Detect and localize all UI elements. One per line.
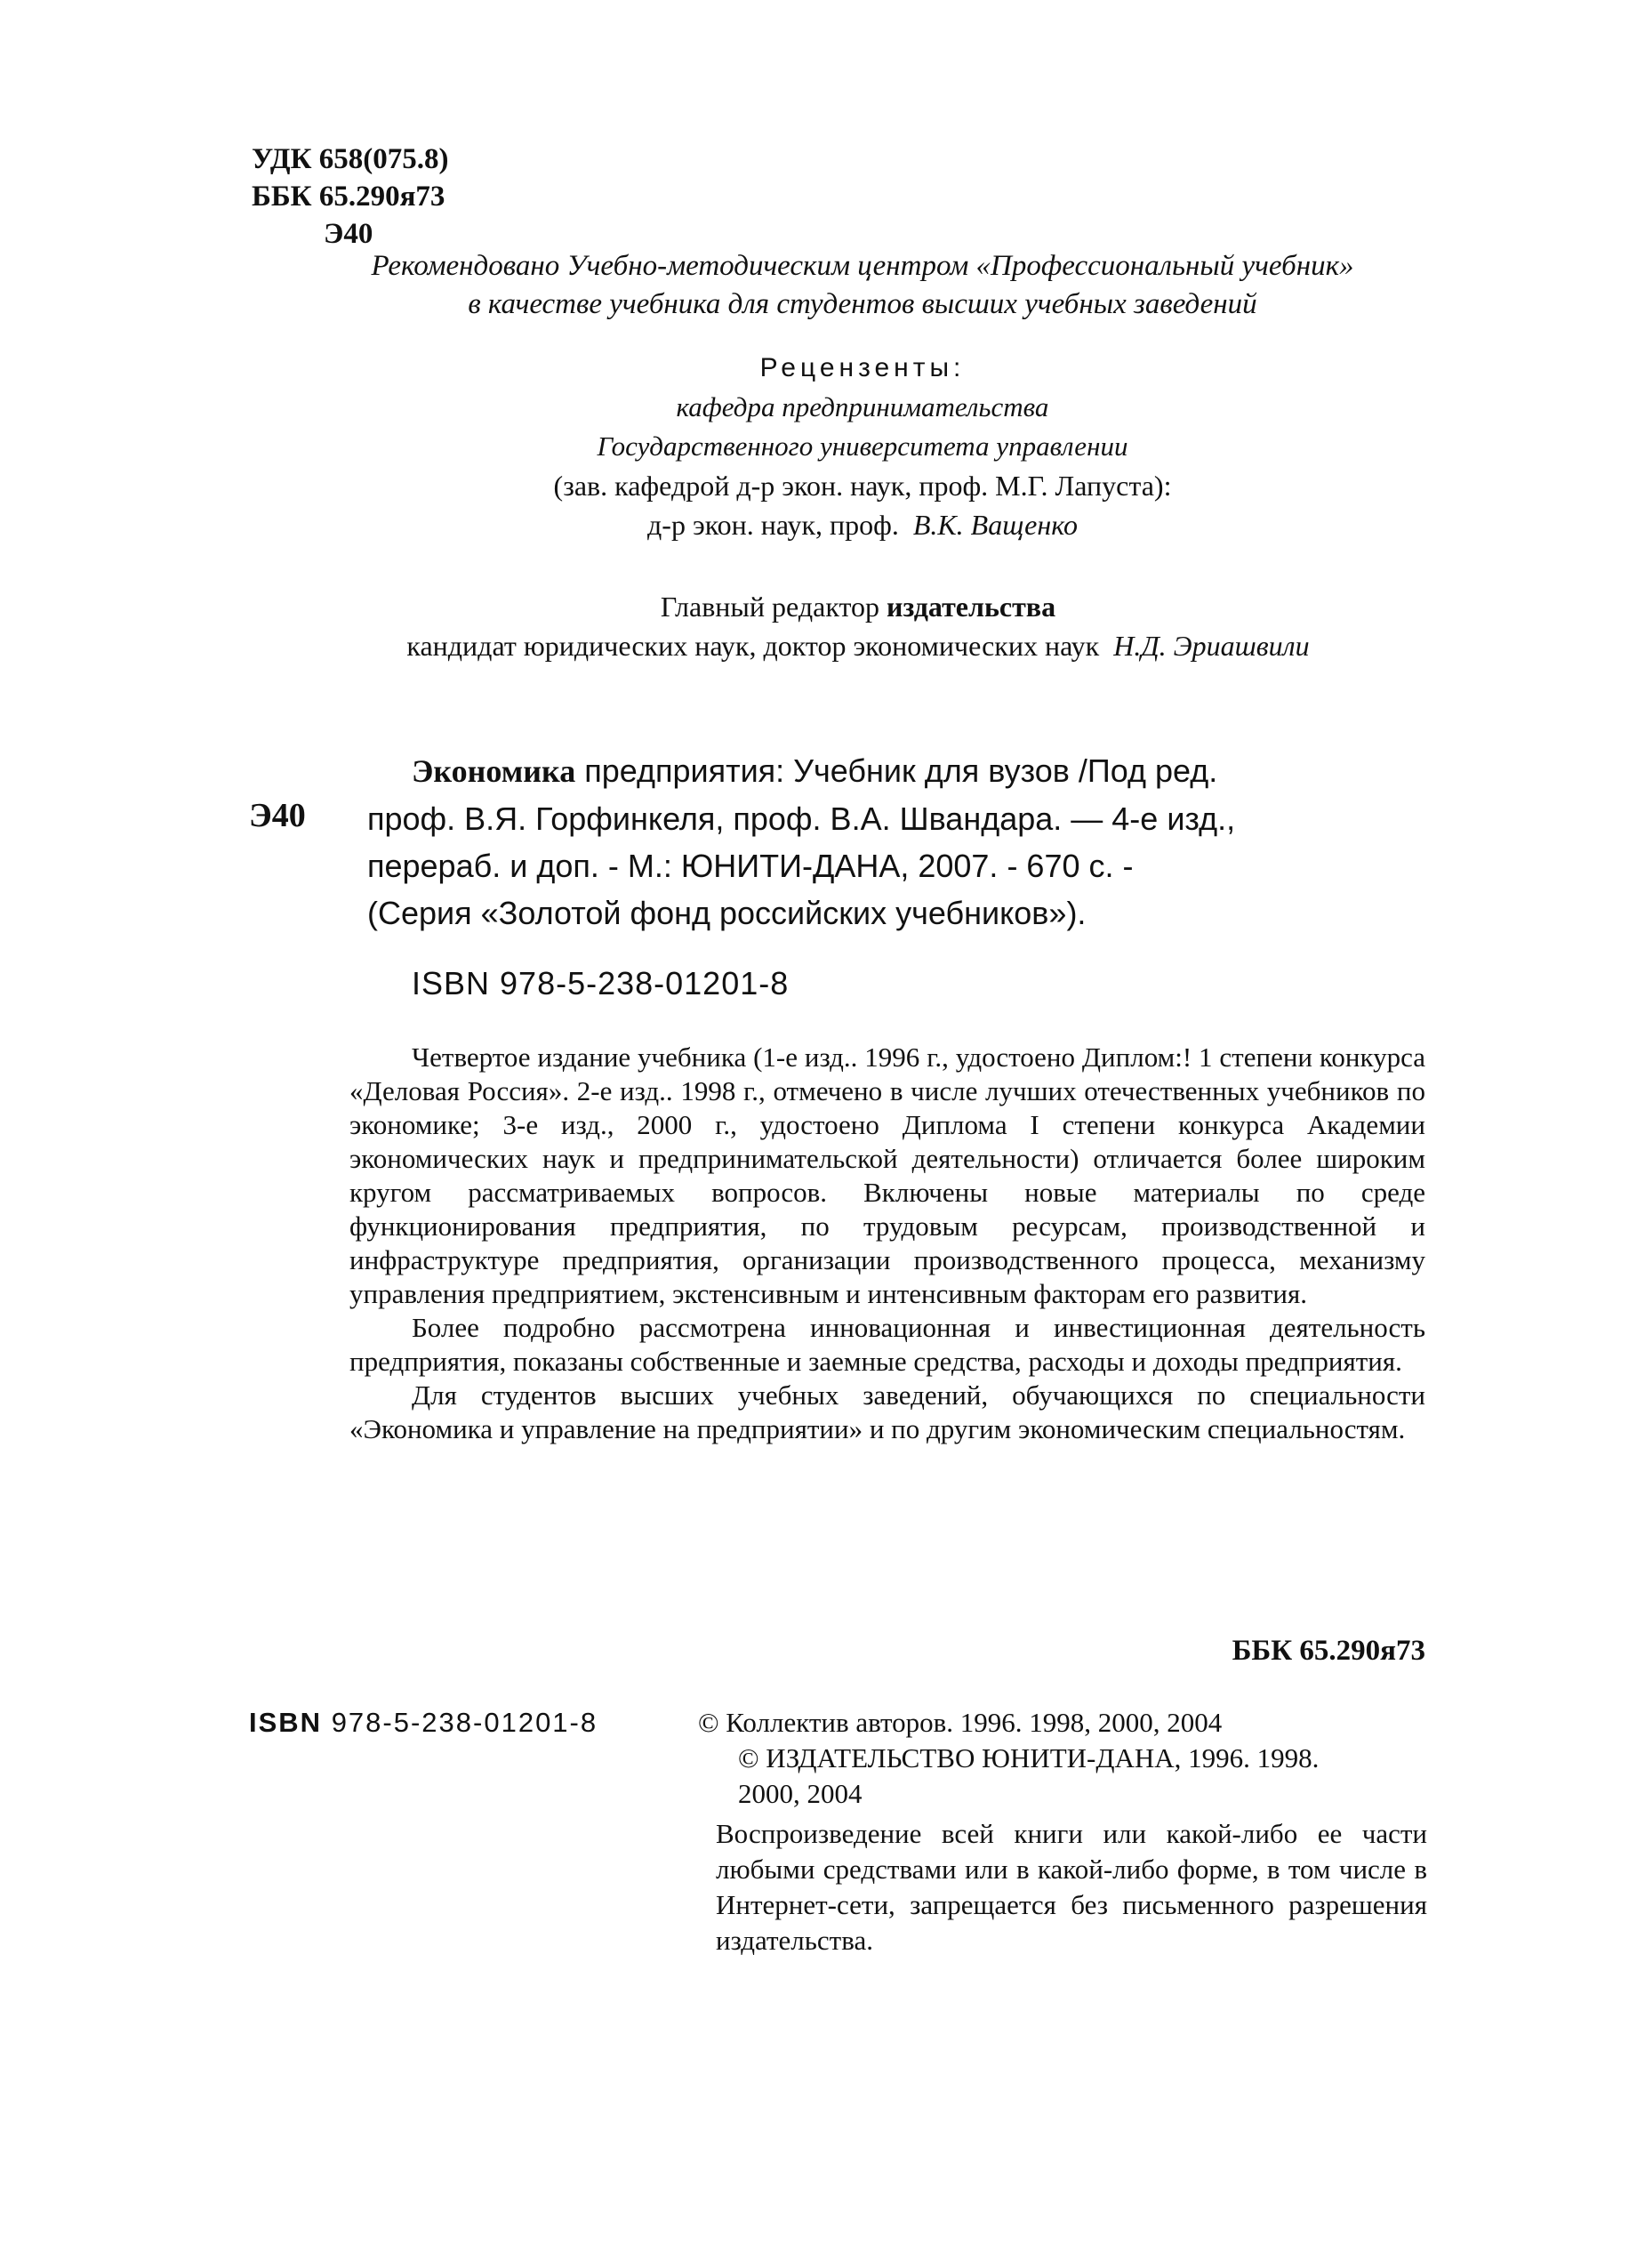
catalog-title: Экономика xyxy=(412,753,576,789)
catalog-line-4: (Серия «Золотой фонд российских учебников»). xyxy=(367,895,1087,931)
copyright-authors: © Коллектив авторов. 1996. 1998, 2000, 2004 xyxy=(698,1707,1223,1738)
catalog-line-3: перераб. и доп. - М.: ЮНИТИ-ДАНА, 2007. - 670 с. - xyxy=(367,848,1134,884)
editor-title: Главный редактор xyxy=(660,591,879,623)
isbn-bottom xyxy=(249,1707,598,1739)
reviewer-name: В.К. Ващенко xyxy=(912,509,1078,541)
recommendation-line-2: в качестве учебника для студентов высших учебных заведений xyxy=(468,288,1257,320)
bbk-code-right: ББК 65.290я73 xyxy=(1232,1635,1425,1667)
reviewers-line-2: Государственного университета управлении xyxy=(597,430,1128,462)
editor-name: Н.Д. Эриашвили xyxy=(1113,630,1310,662)
reviewers-line-4 xyxy=(307,505,1418,544)
reviewers xyxy=(307,349,1418,544)
reviewers-line-1: кафедра предпринимательства xyxy=(676,391,1049,422)
catalog-title-rest: предприятия: Учебник для вузов /Под ред. xyxy=(575,752,1218,789)
editor-publisher: издательства xyxy=(887,591,1056,623)
reviewers-heading: Рецензенты: xyxy=(759,353,966,382)
editor-degrees: кандидат юридических наук, доктор экономических наук xyxy=(406,630,1100,662)
annotation xyxy=(349,1041,1425,1446)
author-mark: Э40 xyxy=(324,218,373,250)
recommendation-line-1: Рекомендовано Учебно-методическим центром «Профессиональный учебник» xyxy=(371,250,1354,282)
chief-editor xyxy=(267,587,1449,665)
reviewer-credentials: д-р экон. наук, проф. xyxy=(647,509,899,541)
classification-codes xyxy=(252,141,449,253)
editor-line-1 xyxy=(267,587,1449,626)
copyright-publisher-line-1: © ИЗДАТЕЛЬСТВО ЮНИТИ-ДАНА, 1996. 1998. xyxy=(738,1742,1320,1773)
catalog-entry xyxy=(367,747,1425,937)
editor-line-2 xyxy=(267,626,1449,665)
bbk-code: ББК 65.290я73 xyxy=(252,181,445,213)
isbn-label: ISBN xyxy=(249,1707,323,1738)
rights-notice: Воспроизведение всей книги или какой-либо ее части любыми средствами или в какой-либо форме, в том числе в Интернет-сети, запрещается без письменного разрешения издательства. xyxy=(716,1818,1427,1956)
catalog-code: Э40 xyxy=(249,797,306,834)
reviewers-line-3: (зав. кафедрой д-р экон. наук, проф. М.Г. Лапуста): xyxy=(553,470,1172,502)
isbn-number: 978-5-238-01201-8 xyxy=(322,1707,598,1738)
copyright-publisher-line-2: 2000, 2004 xyxy=(738,1778,863,1809)
udk-code: УДК 658(075.8) xyxy=(252,143,449,175)
annotation-paragraph-2: Более подробно рассмотрена инновационная и инвестиционная деятельность предприятия, показаны собственные и заемные средства, расходы и доходы предприятия. xyxy=(349,1312,1425,1377)
catalog-line-1 xyxy=(367,747,1425,795)
isbn: ISBN 978-5-238-01201-8 xyxy=(412,965,790,1001)
recommendation xyxy=(307,247,1418,324)
catalog-line-2: проф. В.Я. Горфинкеля, проф. В.А. Швандара. — 4-е изд., xyxy=(367,800,1236,837)
annotation-paragraph-3: Для студентов высших учебных заведений, обучающихся по специальности «Экономика и управление на предприятии» и по другим экономическим специальностям. xyxy=(349,1379,1425,1444)
annotation-paragraph-1: Четвертое издание учебника (1-е изд.. 1996 г., удостоено Диплом:! 1 степени конкурса «Деловая Россия». 2-е изд.. 1998 г., отмечено в числе лучших отечественных учебников по экономике; 3-е изд., 2000 г., удостоено Диплома I степени конкурса Академии экономических наук и предпринимательской деятельности) отличается более широким кругом рассматриваемых вопросов. Включены новые материалы по среде функционирования предприятия, по трудовым ресурсам, производственной и инфраструктуре предприятия, организации производственного процесса, механизму управления предприятием, экстенсивным и интенсивным факторам его развития. xyxy=(349,1042,1425,1309)
copyrights xyxy=(698,1705,1427,1812)
